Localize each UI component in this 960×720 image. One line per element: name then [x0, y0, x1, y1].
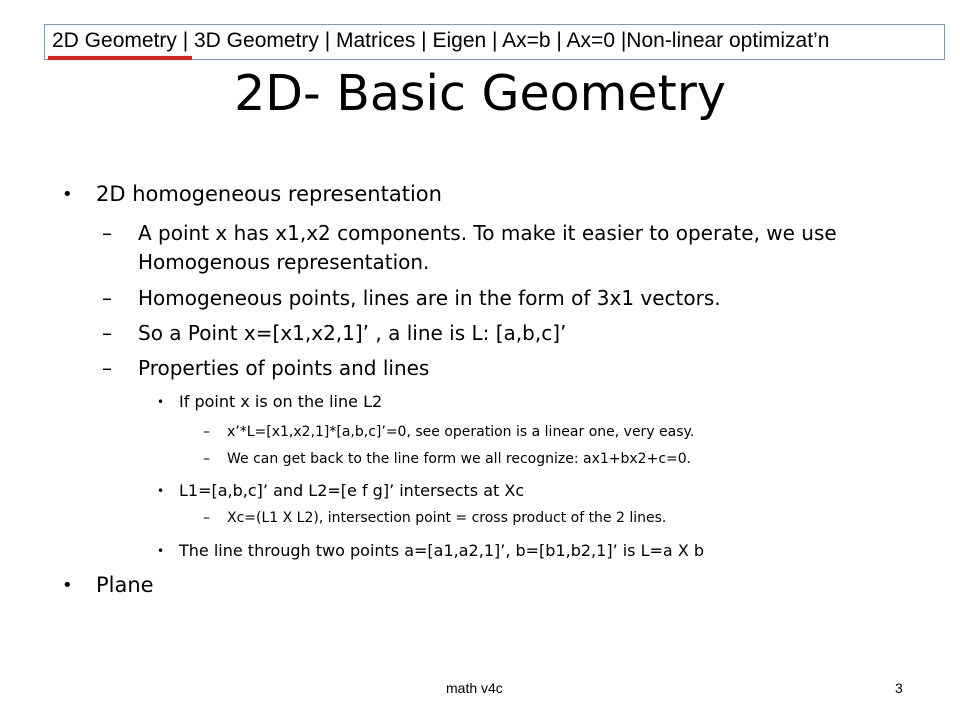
section-nav-bar[interactable] — [44, 24, 945, 60]
bullet-icon: • — [157, 395, 165, 409]
bullet-level2: A point x has x1,x2 components. To make it easier to operate, we use — [138, 221, 837, 245]
dash-icon: – — [102, 356, 112, 380]
bullet-icon: • — [62, 575, 73, 596]
slide-number: 3 — [895, 680, 903, 696]
bullet-level4: We can get back to the line form we all recognize: ax1+bx2+c=0. — [227, 451, 692, 467]
dash-icon: – — [102, 286, 112, 310]
dash-icon: – — [203, 510, 210, 526]
bullet-level1: Plane — [96, 573, 154, 597]
bullet-icon: • — [62, 184, 73, 205]
bullet-level2-continued: Homogenous representation. — [138, 250, 430, 274]
dash-icon: – — [203, 451, 210, 467]
dash-icon: – — [102, 221, 112, 245]
bullet-level3: If point x is on the line L2 — [179, 392, 383, 411]
bullet-icon: • — [157, 484, 165, 498]
bullet-level1: 2D homogeneous representation — [96, 182, 442, 206]
section-nav-text[interactable]: 2D Geometry | 3D Geometry | Matrices | Eigen | Ax=b | Ax=0 |Non-linear optimizat’n — [52, 29, 830, 52]
bullet-level2: Homogeneous points, lines are in the form of 3x1 vectors. — [138, 286, 721, 310]
bullet-level4: x’*L=[x1,x2,1]*[a,b,c]’=0, see operation is a linear one, very easy. — [227, 424, 695, 440]
bullet-level4: Xc=(L1 X L2), intersection point = cross product of the 2 lines. — [227, 510, 667, 526]
bullet-level3: L1=[a,b,c]’ and L2=[e f g]’ intersects at Xc — [179, 481, 525, 500]
bullet-level2: So a Point x=[x1,x2,1]’ , a line is L: [a,b,c]’ — [138, 321, 567, 345]
slide-title: 2D- Basic Geometry — [234, 65, 726, 122]
bullet-level2: Properties of points and lines — [138, 356, 430, 380]
footer-label: math v4c — [446, 680, 503, 696]
bullet-level3: The line through two points a=[a1,a2,1]’, b=[b1,b2,1]’ is L=a X b — [179, 541, 705, 560]
dash-icon: – — [102, 321, 112, 345]
dash-icon: – — [203, 424, 210, 440]
bullet-icon: • — [157, 544, 165, 558]
